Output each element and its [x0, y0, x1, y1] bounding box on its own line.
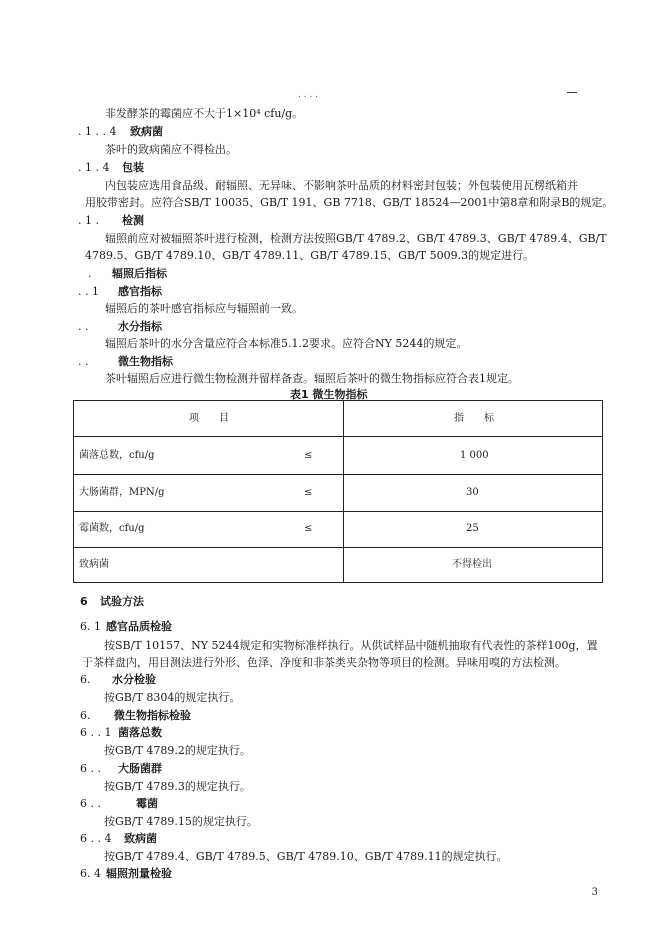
- clause-title: 菌落总数: [118, 726, 162, 739]
- text-line: 辐照后的茶叶感官指标应与辐照前一致。: [105, 302, 303, 315]
- clause-title: 感官指标: [118, 285, 162, 298]
- clause-heading: [88, 267, 167, 281]
- clause-number: 6 . .: [80, 762, 101, 775]
- clause-title: 水分指标: [118, 320, 162, 333]
- clause-title: 水分检验: [112, 673, 156, 686]
- table-cell-item: 致病菌: [79, 559, 109, 570]
- text-line: 茶叶辐照后应进行微生物检测并留样备查。辐照后茶叶的微生物指标应符合表1规定。: [105, 372, 519, 385]
- table-row-divider: [74, 474, 602, 475]
- text-line: 按GB/T 4789.15的规定执行。: [104, 815, 258, 828]
- clause-number: 6 . .: [80, 797, 101, 810]
- table-row-divider: [74, 547, 602, 548]
- table-header-value: 指 标: [454, 413, 494, 424]
- clause-heading: [78, 161, 144, 175]
- clause-title: 检测: [122, 214, 144, 227]
- clause-number: . .: [78, 355, 89, 368]
- table-cell-op: ≤: [304, 487, 313, 498]
- section-number: 6: [80, 595, 88, 608]
- text-line: 辐照前应对被辐照茶叶进行检测，检测方法按照GB/T 4789.2、GB/T 4789.3、GB/T 4789.4、GB/T: [105, 232, 607, 245]
- clause-title: 微生物指标检验: [114, 709, 191, 722]
- table-cell-op: ≤: [304, 523, 313, 534]
- clause-heading: [78, 125, 163, 139]
- clause-heading: [80, 709, 191, 723]
- table-cell-op: ≤: [304, 450, 313, 461]
- clause-heading: [80, 832, 157, 846]
- clause-heading: [80, 867, 172, 881]
- clause-title: 致病菌: [124, 832, 157, 845]
- clause-number: .: [88, 267, 92, 280]
- text-line: 用胶带密封。应符合SB/T 10035、GB/T 191、GB 7718、GB/T 18524—2001中第8章和附录B的规定。: [85, 196, 614, 209]
- table-cell-item: 菌落总数，cfu/g: [79, 450, 155, 461]
- clause-title: 大肠菌群: [118, 762, 162, 775]
- clause-number: 6.: [80, 709, 91, 722]
- microbial-indicator-table: [73, 400, 603, 583]
- text-line: 按GB/T 4789.4、GB/T 4789.5、GB/T 4789.10、GB/T 4789.11的规定执行。: [104, 850, 508, 863]
- clause-heading: [80, 762, 162, 776]
- table-cell-value: 1 000: [460, 450, 489, 461]
- clause-title: 感官品质检验: [106, 620, 172, 633]
- table-cell-value: 25: [466, 523, 479, 534]
- text-line: 按GB/T 8304的规定执行。: [104, 691, 241, 704]
- clause-title: 辐照剂量检验: [106, 867, 172, 880]
- clause-heading: [78, 285, 162, 299]
- table-column-divider: [343, 401, 344, 582]
- clause-heading: [80, 726, 162, 740]
- clause-number: . 1 . . 4: [78, 125, 117, 138]
- clause-heading: [78, 355, 173, 369]
- header-dots: . . . .: [298, 90, 319, 100]
- table-row-divider: [74, 511, 602, 512]
- table-row-divider: [74, 436, 602, 437]
- text-line: 按GB/T 4789.2的规定执行。: [104, 744, 251, 757]
- text-line: 按GB/T 4789.3的规定执行。: [104, 780, 251, 793]
- table-cell-item: 霉菌数，cfu/g: [79, 523, 145, 534]
- clause-number: 6 . . 1: [80, 726, 112, 739]
- scan-dash-mark: [567, 92, 577, 93]
- clause-heading: [78, 214, 144, 228]
- clause-title: 霉菌: [136, 797, 158, 810]
- table-header-item: 项 目: [189, 413, 229, 424]
- text-line: 按SB/T 10157、NY 5244规定和实物标准样执行。从供试样品中随机抽取有代表性的茶样100g，置: [104, 639, 598, 652]
- text-line: 于茶样盘内，用目测法进行外形、色泽、净度和非茶类夹杂物等项目的检测。异味用嗅的方法检测。: [82, 656, 566, 669]
- clause-title: 微生物指标: [118, 355, 173, 368]
- text-line: 4789.5、GB/T 4789.10、GB/T 4789.11、GB/T 4789.15、GB/T 5009.3的规定进行。: [85, 249, 535, 262]
- clause-number: . 1 . 4: [78, 161, 110, 174]
- clause-title: 包装: [122, 161, 144, 174]
- clause-heading: [80, 797, 158, 811]
- clause-number: 6 . . 4: [80, 832, 112, 845]
- text-line: 内包装应选用食品级、耐辐照、无异味、不影响茶叶品质的材料密封包装；外包装使用瓦楞纸箱并: [105, 179, 578, 192]
- clause-number: . .: [78, 320, 89, 333]
- text-line: 茶叶的致病菌应不得检出。: [105, 143, 237, 156]
- table-cell-value: 30: [466, 487, 479, 498]
- table-caption: 表1 微生物指标: [290, 388, 368, 401]
- clause-number: . . 1: [78, 285, 99, 298]
- clause-number: 6.: [80, 673, 91, 686]
- section-title: 试验方法: [100, 595, 144, 608]
- table-cell-item: 大肠菌群，MPN/g: [79, 487, 165, 498]
- clause-number: 6. 4: [80, 867, 101, 880]
- clause-number: 6. 1: [80, 620, 101, 633]
- text-line: 辐照后茶叶的水分含量应符合本标准5.1.2要求。应符合NY 5244的规定。: [105, 337, 468, 350]
- clause-heading: [80, 620, 172, 634]
- clause-heading: [78, 320, 162, 334]
- clause-number: . 1 .: [78, 214, 99, 227]
- clause-title: 辐照后指标: [112, 267, 167, 280]
- clause-heading: [80, 673, 156, 687]
- section-heading: [80, 595, 144, 609]
- clause-title: 致病菌: [130, 125, 163, 138]
- page-number: 3: [591, 887, 598, 898]
- text-line: 非发酵茶的霉菌应不大于1×10⁴ cfu/g。: [105, 107, 304, 120]
- table-cell-value: 不得检出: [452, 559, 492, 570]
